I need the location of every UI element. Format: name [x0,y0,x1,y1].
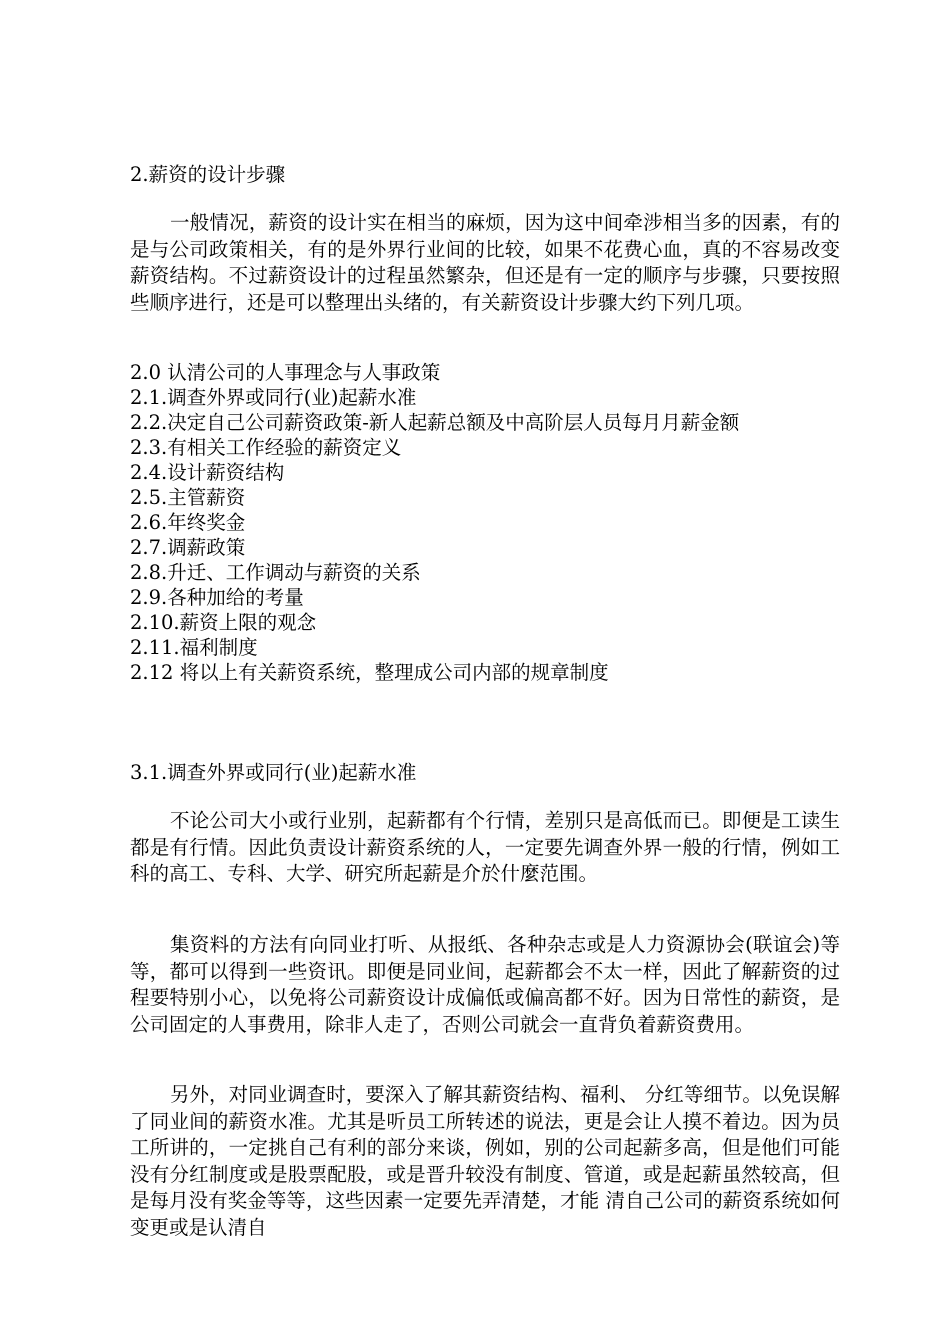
step-item: 2.12 将以上有关薪资系统，整理成公司内部的规章制度 [130,661,609,684]
section-heading: 3.1.调查外界或同行(业)起薪水准 [130,761,417,784]
step-item: 2.6.年终奖金 [130,511,246,534]
step-item: 2.3.有相关工作经验的薪资定义 [130,436,402,459]
step-item: 2.5.主管薪资 [130,486,246,509]
intro-paragraph: 一般情况，薪资的设计实在相当的麻烦，因为这中间牵涉相当多的因素，有的是与公司政策相关，有的是外界行业间的比较，如果不花费心血，真的不容易改变薪资结构。不过薪资设计的过程虽然繁杂，但还是有一定的顺序与步骤，只要按照些顺序进行，还是可以整理出头绪的，有关薪资设计步骤大约下列几项。 [130,211,840,314]
section-heading: 2.薪资的设计步骤 [130,163,286,186]
step-item: 2.11.福利制度 [130,636,258,659]
step-item: 2.0 认清公司的人事理念与人事政策 [130,361,441,384]
step-item: 2.8.升迁、工作调动与薪资的关系 [130,561,421,584]
step-item: 2.2.决定自己公司薪资政策-新人起薪总额及中高阶层人员每月月薪金额 [130,411,740,434]
step-item: 2.10.薪资上限的观念 [130,611,317,634]
step-item: 2.7.调薪政策 [130,536,246,559]
step-item: 2.4.设计薪资结构 [130,461,285,484]
step-item: 2.1.调查外界或同行(业)起薪水准 [130,386,417,409]
body-paragraph: 不论公司大小或行业别，起薪都有个行情，差别只是高低而已。即便是工读生都是有行情。因此负责设计薪资系统的人，一定要先调查外界一般的行情，例如工科的高工、专科、大学、研究所起薪是介於什麼范围。 [130,809,840,885]
body-paragraph: 集资料的方法有向同业打听、从报纸、各种杂志或是人力资源协会(联谊会)等等，都可以得到一些资讯。即便是同业间，起薪都会不太一样，因此了解薪资的过程要特别小心，以免将公司薪资设计成偏低或偏高都不好。因为日常性的薪资，是公司固定的人事费用，除非人走了，否则公司就会一直背负着薪资费用。 [130,933,840,1036]
step-item: 2.9.各种加给的考量 [130,586,304,609]
body-paragraph: 另外，对同业调查时，要深入了解其薪资结构、福利、 分红等细节。以免误解了同业间的薪资水准。尤其是听员工所转述的说法，更是会让人摸不着边。因为员工所讲的，一定挑自己有利的部分来谈，例如，别的公司起薪多高，但是他们可能没有分红制度或是股票配股，或是晋升较没有制度、管道，或是起薪虽然较高，但是每月没有奖金等等，这些因素一定要先弄清楚，才能 清自己公司的薪资系统如何变更或是认清自 [130,1083,840,1239]
